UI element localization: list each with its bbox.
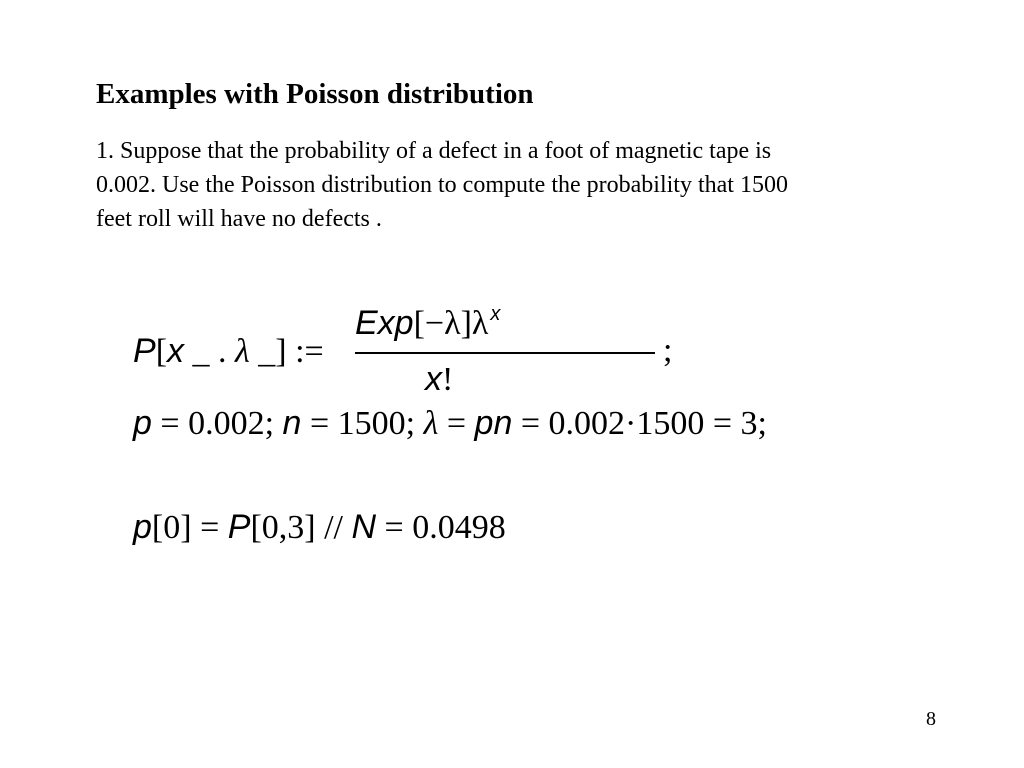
problem-line-1: 1. Suppose that the probability of a defect in a foot of magnetic tape is: [96, 138, 772, 164]
definition-denominator: x!: [425, 360, 454, 398]
result-equation: p[0] = P[0,3] // N = 0.0498: [133, 508, 506, 546]
problem-line-2: 0.002. Use the Poisson distribution to compute the probability that 1500: [96, 172, 788, 198]
fraction-bar: [355, 352, 655, 354]
definition-lhs: P[x _ . λ _] :=: [133, 332, 324, 370]
page-number: 8: [926, 708, 936, 730]
problem-statement: [96, 134, 926, 236]
parameters-equation: p = 0.002; n = 1500; λ = pn = 0.002·1500 = 3;: [133, 404, 767, 442]
definition-numerator: Exp[−λ]λ $^x$: [355, 303, 501, 342]
slide-title: Examples with Poisson distribution: [96, 78, 534, 110]
definition-end: ;: [663, 332, 673, 369]
poisson-definition: [133, 303, 673, 404]
problem-line-3: feet roll will have no defects .: [96, 206, 382, 232]
